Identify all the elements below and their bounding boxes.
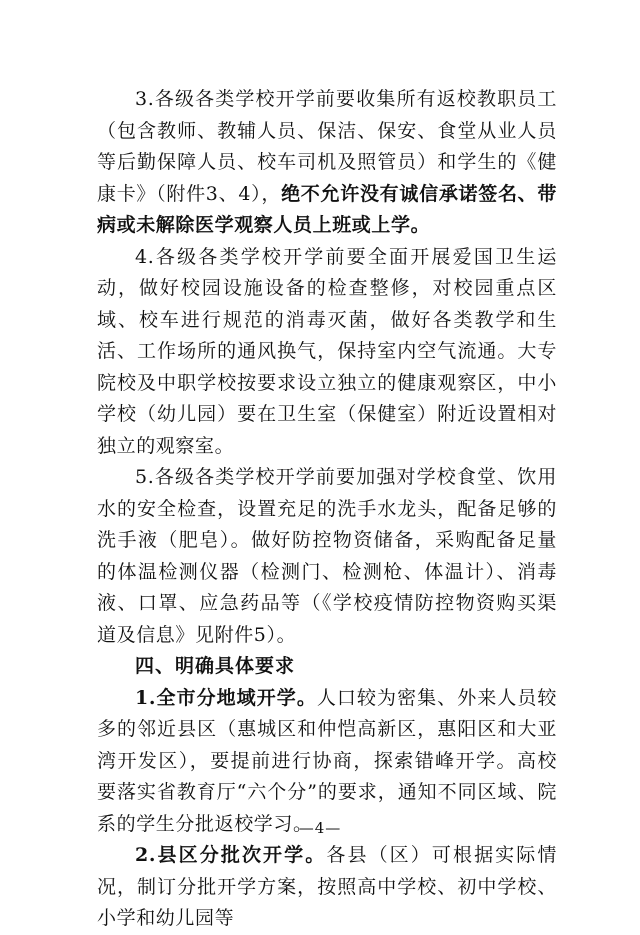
requirement-item-1 bbox=[97, 683, 557, 841]
paragraph-5-text: 5.各级各类学校开学前要加强对学校食堂、饮用水的安全检查，设置充足的洗手水龙头，配备足够的洗手液（肥皂）。做好防控物资储备，采购配备足量的体温检测仪器（检测门、检测枪、体温计）、消毒液、口罩、应急药品等（《学校疫情防控物资购买渠道及信息》见附件5）。 bbox=[97, 466, 557, 646]
paragraph-5 bbox=[97, 462, 557, 651]
paragraph-3 bbox=[97, 84, 557, 242]
requirement-item-2-text: 各县（区）可根据实际情况，制订分批开学方案，按照高中学校、初中学校、小学和幼儿园等 bbox=[97, 844, 557, 929]
requirement-item-2-lead: 2.县区分批次开学。 bbox=[135, 844, 327, 866]
requirement-item-2 bbox=[97, 840, 557, 935]
document-body bbox=[97, 84, 557, 935]
section-heading: 四、明确具体要求 bbox=[135, 655, 296, 677]
page-number: —4— bbox=[298, 819, 342, 837]
paragraph-3-text: 3.各级各类学校开学前要收集所有返校教职员工（包含教师、教辅人员、保洁、保安、食堂从业人员等后勤保障人员、校车司机及照管员）和学生的《健康卡》（附件3、4）， bbox=[97, 88, 557, 205]
paragraph-4 bbox=[97, 242, 557, 463]
paragraph-4-text: 4.各级各类学校开学前要全面开展爱国卫生运动，做好校园设施设备的检查整修，对校园重点区域、校车进行规范的消毒灭菌，做好各类教学和生活、工作场所的通风换气，保持室内空气流通。大专院校及中职学校按要求设立独立的健康观察区，中小学校（幼儿园）要在卫生室（保健室）附近设置相对独立的观察室。 bbox=[97, 245, 557, 457]
requirement-item-1-lead: 1.全市分地域开学。 bbox=[135, 686, 317, 709]
requirement-item-1-text: 人口较为密集、外来人员较多的邻近县区（惠城区和仲恺高新区，惠阳区和大亚湾开发区），要提前进行协商，探索错峰开学。高校要落实省教育厅“六个分”的要求，通知不同区域、院系的学生分批返校学习。 bbox=[97, 686, 557, 835]
paragraph-3-bold-text: 绝不允许没有诚信承诺签名、带病或未解除医学观察人员上班或上学。 bbox=[97, 182, 558, 236]
